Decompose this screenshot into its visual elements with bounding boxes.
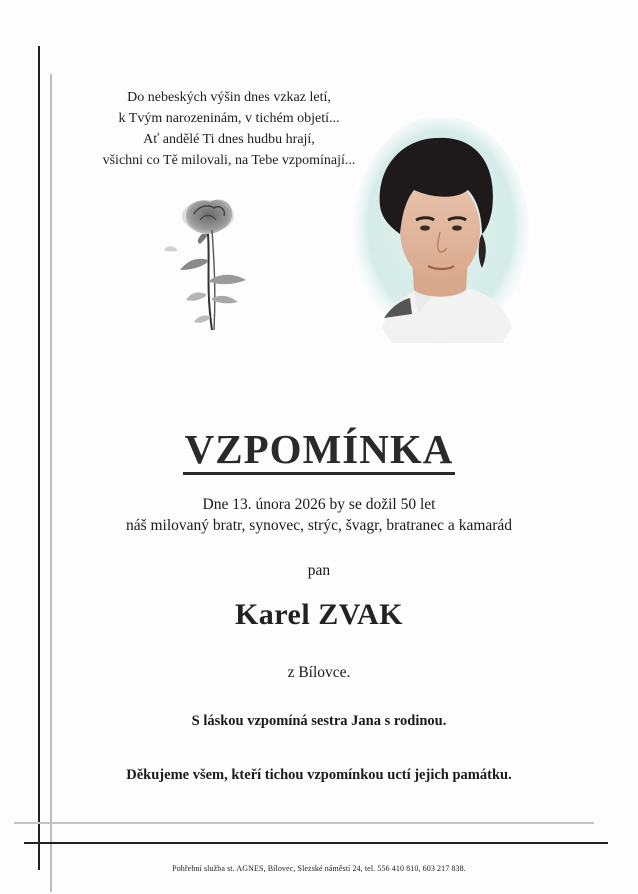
poem-line: k Tvým narozeninám, v tichém objetí...	[118, 111, 340, 126]
deceased-name: Karel ZVAK	[234, 598, 404, 631]
poem-line: Do nebeských výšin dnes vzkaz letí,	[127, 90, 331, 105]
poem	[70, 87, 388, 171]
family-remembrance: S láskou vzpomíná sestra Jana s rodinou.	[191, 713, 447, 729]
hometown: z Bílovce.	[287, 664, 351, 681]
frame-horizontal-light-line	[14, 822, 594, 824]
thanks-line: Děkujeme všem, kteří tichou vzpomínkou uctí jejich památku.	[126, 767, 512, 783]
date-line: Dne 13. února 2026 by se dožil 50 let	[202, 496, 436, 513]
poem-line: všichni co Tě milovali, na Tebe vzpomínají...	[102, 153, 356, 168]
relations-line: náš milovaný bratr, synovec, strýc, švagr, bratranec a kamarád	[125, 517, 513, 534]
portrait-photo	[352, 118, 530, 350]
honorific: pan	[307, 562, 331, 579]
poem-line: Ať andělé Ti dnes hudbu hrají,	[143, 132, 315, 147]
heading-title: VZPOMÍNKA	[183, 427, 456, 475]
frame-horizontal-dark-line	[24, 842, 608, 844]
heading	[0, 427, 638, 475]
rose-icon	[150, 190, 270, 340]
funeral-service-footer: Pohřební služba st. AGNES, Bílovec, Slezské náměstí 24, tel. 556 410 810, 603 217 838.	[172, 864, 466, 873]
